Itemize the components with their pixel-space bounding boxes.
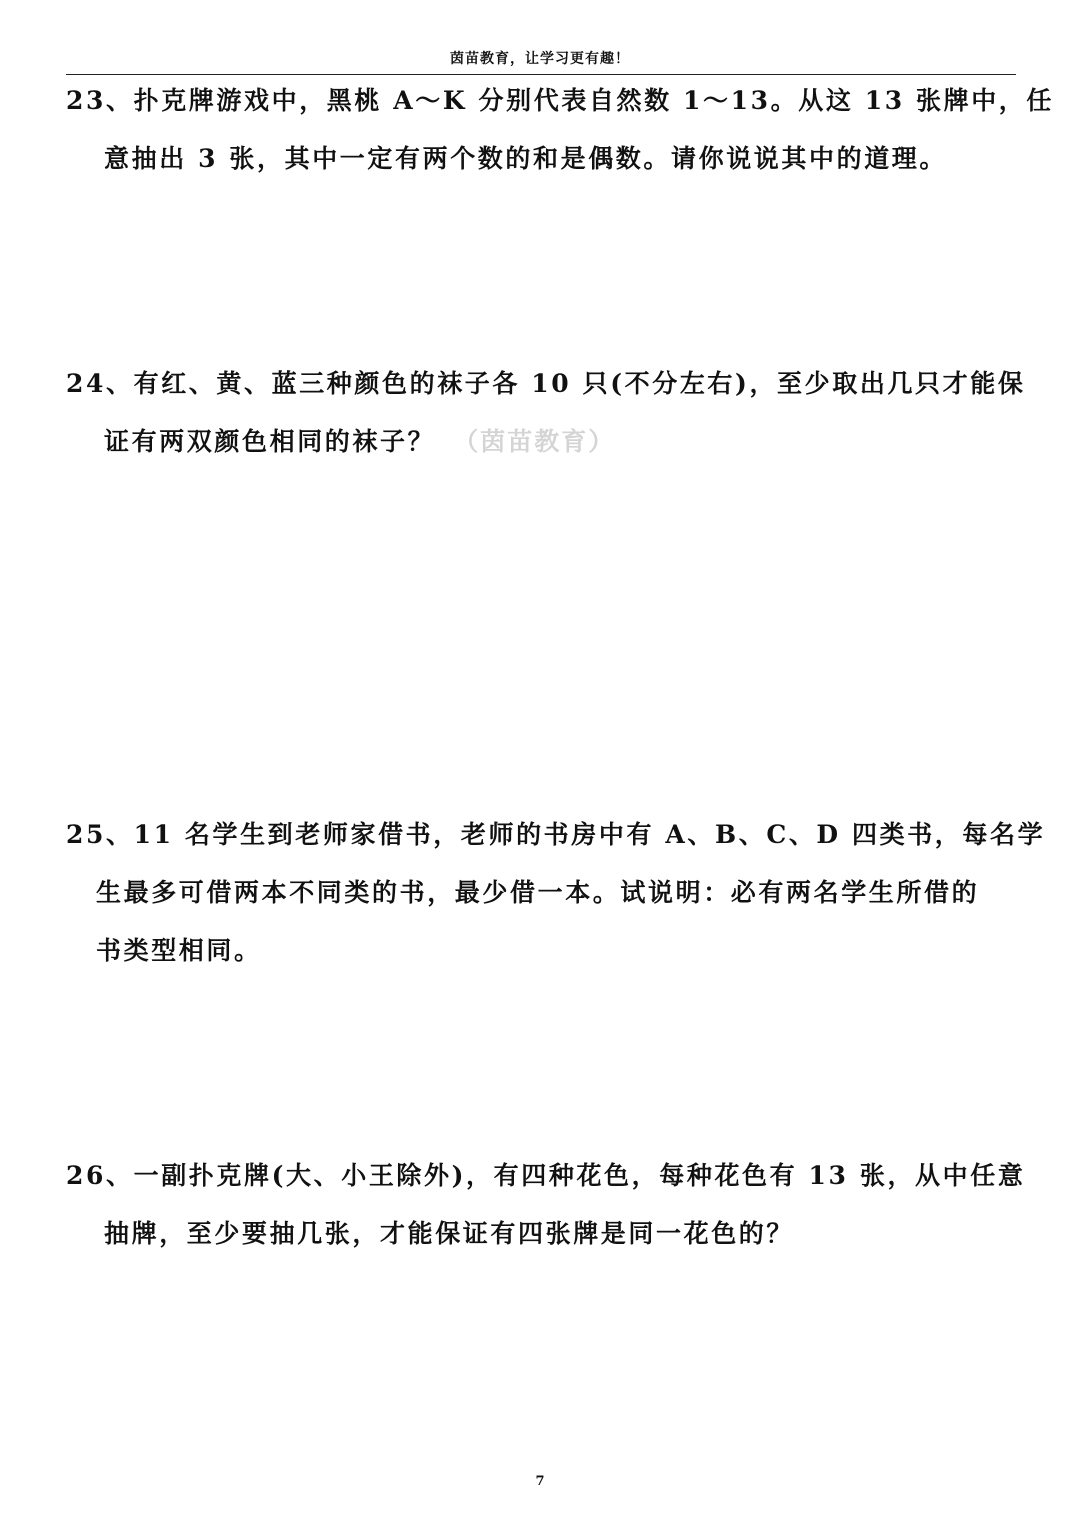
question-24-line-2: [66, 413, 1016, 471]
page-header: 茵苗教育，让学习更有趣！: [450, 51, 630, 67]
page-number: 7: [535, 1474, 545, 1489]
question-25-line-2: 生最多可借两本不同类的书，最少借一本。试说明：必有两名学生所借的: [96, 878, 980, 907]
question-26-line-1: 26、一副扑克牌(大、小王除外)，有四种花色，每种花色有 13 张，从中任意: [66, 1161, 1026, 1190]
question-24-line-2-text: 证有两双颜色相同的袜子？: [104, 427, 436, 456]
question-25: [66, 806, 1046, 980]
question-24-line-1: 24、有红、黄、蓝三种颜色的袜子各 10 只(不分左右)，至少取出几只才能保: [66, 369, 1026, 398]
question-25-line-1: 25、11 名学生到老师家借书，老师的书房中有 A、B、C、D 四类书，每名学: [66, 820, 1046, 849]
question-23-line-2: 意抽出 3 张，其中一定有两个数的和是偶数。请你说说其中的道理。: [104, 144, 948, 173]
question-24: [66, 355, 1026, 471]
watermark-text: （茵苗教育）: [453, 427, 616, 456]
question-23-line-1: 23、扑克牌游戏中，黑桃 A～K 分别代表自然数 1～13。从这 13 张牌中，任: [66, 86, 1055, 115]
question-26: [66, 1147, 1026, 1263]
question-23: [66, 72, 1055, 188]
question-26-line-2: 抽牌，至少要抽几张，才能保证有四张牌是同一花色的？: [104, 1219, 795, 1248]
question-25-line-3: 书类型相同。: [96, 936, 262, 965]
